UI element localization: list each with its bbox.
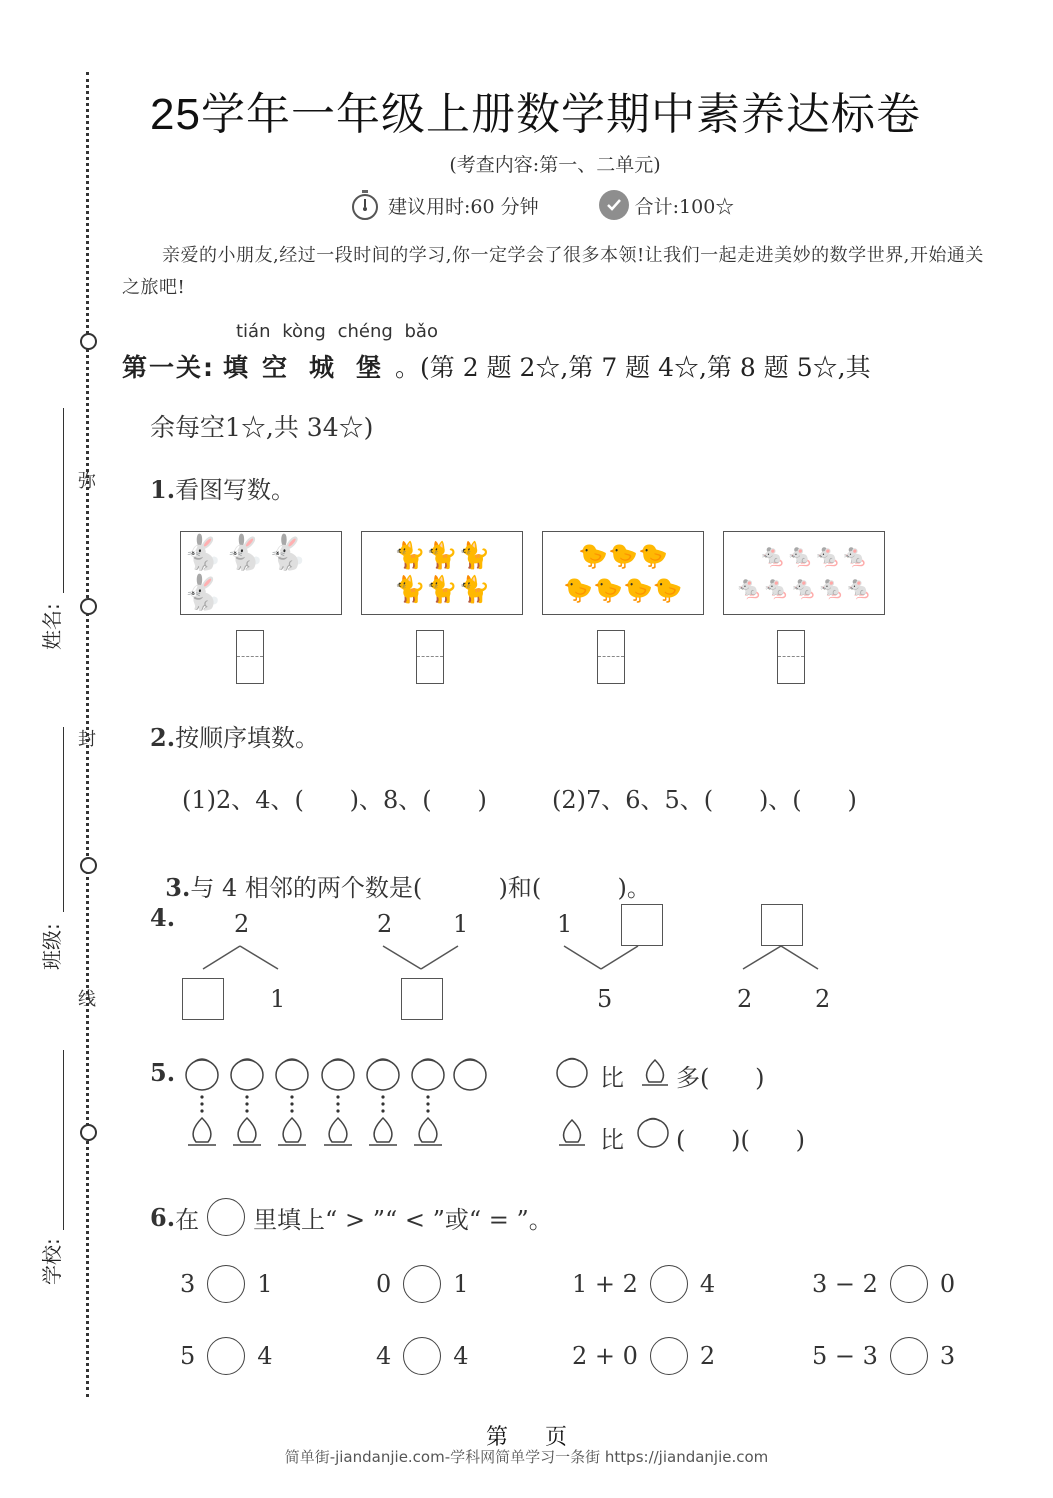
question-text: 与 4 相邻的两个数是( )和( )。 — [190, 874, 651, 902]
persimmon-icon — [557, 1059, 587, 1088]
bond-number: 2 — [737, 985, 753, 1013]
ring-icon — [80, 333, 97, 350]
question-number: 4. — [150, 903, 176, 932]
q1-picture-rabbits — [180, 531, 342, 615]
q5-compare-1[interactable] — [600, 1058, 765, 1093]
school-label: 学校: — [40, 1238, 64, 1285]
ring-icon — [80, 1124, 97, 1141]
q1-picture-chicks — [542, 531, 704, 615]
answer-square[interactable] — [621, 904, 663, 946]
answer-square[interactable] — [761, 904, 803, 946]
question-1 — [150, 470, 295, 505]
section-name-char: 填 — [222, 353, 262, 382]
page-title: 25学年一年级上册数学期中素养达标卷 — [150, 90, 921, 139]
left-operand: 3 — [180, 1270, 196, 1298]
period: 。 — [395, 353, 421, 382]
stopwatch-icon — [350, 190, 380, 220]
question-number: 5. — [150, 1058, 176, 1087]
left-operand: 2 + 0 — [572, 1342, 638, 1370]
right-operand: 4 — [453, 1342, 469, 1370]
persimmon-icon — [322, 1059, 354, 1090]
intro-paragraph: 亲爱的小朋友,经过一段时间的学习,你一定学会了很多本领!让我们一起走进美妙的数学世界,开始通关之旅吧! — [122, 245, 984, 298]
scoring-rule: (第 2 题 2☆,第 7 题 4☆,第 8 题 5☆,其 — [420, 353, 871, 382]
persimmon-icon — [276, 1059, 308, 1090]
peach-icon — [414, 1118, 442, 1145]
left-operand: 4 — [376, 1342, 392, 1370]
q2-part2[interactable]: (2)7、6、5、( )、( ) — [552, 786, 857, 814]
section-heading — [122, 348, 871, 384]
peach-icon — [278, 1118, 306, 1145]
compare-word: 比 — [600, 1126, 624, 1154]
peach-icon — [233, 1118, 261, 1145]
section-label: 第一关: — [122, 353, 215, 382]
question-5 — [150, 1058, 175, 1087]
name-field[interactable] — [63, 408, 64, 593]
section-name-char: 空 — [261, 353, 301, 382]
question-3[interactable] — [150, 840, 651, 903]
peach-icon — [369, 1118, 397, 1145]
right-operand: 0 — [939, 1270, 956, 1298]
persimmon-icon — [454, 1059, 486, 1090]
persimmon-icon — [412, 1059, 444, 1090]
answer-circle[interactable] — [403, 1337, 441, 1375]
left-operand: 5 − 3 — [812, 1342, 878, 1370]
seal-char: 线 — [78, 989, 96, 1010]
bond-number: 2 — [234, 910, 250, 938]
right-operand: 1 — [453, 1270, 469, 1298]
peach-icon — [324, 1118, 352, 1145]
compare-item — [572, 1337, 715, 1375]
time-label: 建议用时:60 分钟 — [388, 195, 539, 218]
answer-circle[interactable] — [650, 1265, 688, 1303]
compare-item — [376, 1337, 469, 1375]
compare-item — [812, 1265, 955, 1303]
mouse-icon: 🐁🐁🐁🐁 🐁🐁🐁🐁🐁 — [735, 544, 873, 601]
cat-icon: 🐈🐈🐈 🐈🐈🐈 — [393, 541, 491, 605]
bond-number: 5 — [597, 985, 613, 1013]
question-number: 1. — [150, 475, 176, 504]
page-number: 第 页 — [486, 1425, 567, 1450]
q1-picture-mice — [723, 531, 885, 615]
bond-number: 2 — [377, 910, 393, 938]
question-text: 按顺序填数。 — [175, 724, 320, 752]
school-field[interactable] — [63, 1050, 64, 1230]
question-number: 2. — [150, 723, 176, 752]
persimmon-peach-matching — [0, 0, 1, 1]
left-operand: 5 — [180, 1342, 196, 1370]
bond-number: 1 — [270, 985, 286, 1013]
compare-word: 比 — [600, 1064, 624, 1092]
class-label: 班级: — [40, 923, 64, 970]
left-operand: 0 — [376, 1270, 392, 1298]
persimmon-icon — [231, 1059, 263, 1090]
answer-square[interactable] — [401, 978, 443, 1020]
scoring-rule-cont: 余每空1☆,共 34☆) — [150, 413, 374, 442]
compare-item — [376, 1265, 469, 1303]
compare-item — [812, 1337, 955, 1375]
section-name-char: 堡 — [356, 353, 396, 382]
answer-circle[interactable] — [403, 1265, 441, 1303]
question-text: 里填上“ > ”“ < ”或“ = ”。 — [253, 1205, 553, 1234]
q2-part1[interactable]: (1)2、4、( )、8、( ) — [182, 786, 487, 814]
chick-icon: 🐤🐤🐤 🐤🐤🐤🐤 — [563, 542, 683, 604]
answer-circle[interactable] — [890, 1265, 928, 1303]
question-2 — [150, 718, 319, 753]
answer-box-mice[interactable] — [777, 630, 805, 684]
check-circle-icon — [599, 190, 629, 220]
answer-blank[interactable]: ( )( ) — [676, 1126, 805, 1154]
answer-circle[interactable] — [650, 1337, 688, 1375]
q5-compare-2[interactable] — [600, 1120, 805, 1155]
total-score-label: 合计:100☆ — [634, 195, 735, 218]
compare-item — [572, 1265, 715, 1303]
answer-box-chicks[interactable] — [597, 630, 625, 684]
class-field[interactable] — [63, 727, 64, 912]
right-operand: 1 — [257, 1270, 273, 1298]
bond-number: 1 — [453, 910, 469, 938]
answer-box-rabbits[interactable] — [236, 630, 264, 684]
persimmon-icon — [186, 1059, 218, 1090]
bond-number: 2 — [815, 985, 831, 1013]
answer-box-cats[interactable] — [416, 630, 444, 684]
seal-char: 弥 — [78, 471, 96, 492]
persimmon-icon — [367, 1059, 399, 1090]
question-number: 3. — [165, 873, 191, 902]
question-4 — [150, 903, 175, 932]
name-label: 姓名: — [40, 603, 64, 650]
section-name-char: 城 — [308, 353, 348, 382]
right-operand: 3 — [939, 1342, 956, 1370]
answer-circle[interactable] — [890, 1337, 928, 1375]
answer-blank[interactable]: 多( ) — [676, 1064, 765, 1092]
seal-char: 封 — [78, 729, 96, 750]
question-text: 看图写数。 — [175, 476, 296, 504]
compare-item — [180, 1337, 273, 1375]
exam-meta — [350, 190, 734, 220]
source-watermark: 简单街-jiandanjie.com-学科网简单学习一条街 https://jiandanjie.com — [284, 1448, 769, 1466]
circle-icon — [207, 1198, 245, 1236]
question-6 — [150, 1198, 553, 1236]
answer-square[interactable] — [182, 978, 224, 1020]
peach-icon — [188, 1118, 216, 1145]
right-operand: 4 — [699, 1270, 716, 1298]
ring-icon — [80, 598, 97, 615]
question-text: 在 — [175, 1205, 200, 1234]
rabbit-icon: 🐇🐇🐇🐇 — [181, 533, 309, 613]
right-operand: 4 — [257, 1342, 273, 1370]
ring-icon — [80, 857, 97, 874]
subtitle: (考查内容:第一、二单元) — [449, 154, 661, 176]
answer-circle[interactable] — [207, 1265, 245, 1303]
section-pinyin: tián kòng chéng bǎo — [236, 321, 438, 342]
left-operand: 3 − 2 — [812, 1270, 878, 1298]
question-number: 6. — [150, 1202, 176, 1232]
q1-picture-cats — [361, 531, 523, 615]
peach-icon — [559, 1120, 585, 1145]
answer-circle[interactable] — [207, 1337, 245, 1375]
right-operand: 2 — [699, 1342, 716, 1370]
left-operand: 1 + 2 — [572, 1270, 638, 1298]
compare-item — [180, 1265, 273, 1303]
bond-number: 1 — [557, 910, 573, 938]
